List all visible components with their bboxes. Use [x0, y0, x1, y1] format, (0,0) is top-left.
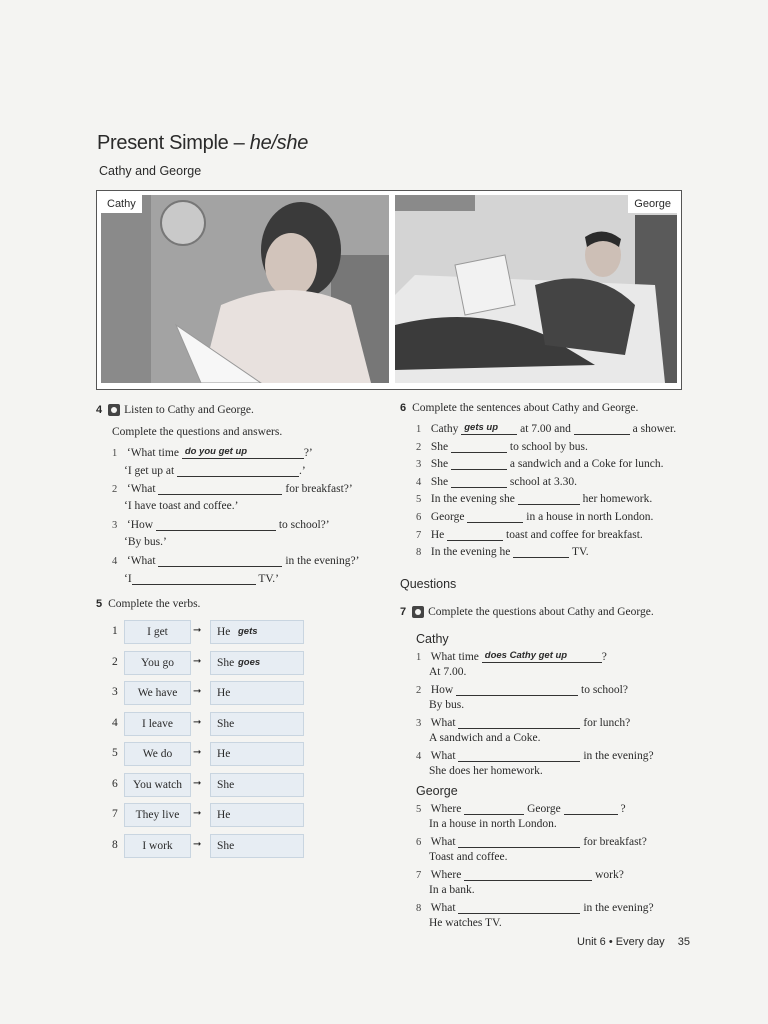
ex5-number: 7 [112, 808, 118, 820]
audio-icon[interactable] [412, 606, 424, 618]
answer-line[interactable] [458, 835, 580, 848]
ex6-item: 2 She to school by bus. [416, 440, 588, 453]
ex6-item-1: 1 Cathy gets up at 7.00 and a shower. [416, 422, 677, 435]
ex5-number: 4 [112, 716, 118, 729]
ex5-pronoun: She [217, 778, 235, 791]
ex5-answer-box[interactable] [210, 834, 304, 858]
ex5-left-verb: We have [137, 687, 178, 699]
answer-line[interactable] [451, 457, 507, 470]
ex5-pronoun: She [217, 717, 235, 730]
ex7-item: 6 What for breakfast? [416, 836, 647, 848]
ex5-left-box [124, 620, 191, 644]
ex5-pronoun: She [217, 839, 235, 852]
arrow-icon: ➞ [193, 808, 202, 819]
ex6-item: 7 He toast and coffee for breakfast. [416, 528, 643, 541]
answer-line[interactable]: do you get up [182, 446, 304, 459]
ex4-item-1: 1 ‘What time do you get up ?’ [112, 446, 313, 459]
george-tag: George [628, 195, 677, 213]
ex5-pronoun: She [217, 656, 235, 669]
ex5-answer-box[interactable] [210, 742, 304, 766]
ex4-heading: 4 Listen to Cathy and George. [96, 404, 254, 416]
ex5-left-box [124, 803, 191, 827]
ex6-item: 5 In the evening she her homework. [416, 493, 653, 506]
arrow-icon: ➞ [193, 625, 202, 636]
cathy-heading: Cathy [416, 632, 449, 646]
ex5-left-box [124, 834, 191, 858]
ex6-item: 8 In the evening he TV. [416, 546, 589, 559]
arrow-icon: ➞ [193, 747, 202, 758]
answer-line[interactable] [574, 422, 630, 435]
answer-line[interactable] [458, 901, 580, 914]
ex5-number: 8 [112, 838, 118, 851]
ex5-fill: gets [238, 626, 258, 637]
ex7-answer: She does her homework. [429, 765, 543, 777]
george-photo [395, 195, 677, 383]
answer-line[interactable] [451, 440, 507, 453]
ex5-left-box [124, 773, 191, 797]
ex4-answer-1: ‘I get up at .’ [124, 465, 306, 477]
ex5-answer-box[interactable] [210, 651, 304, 675]
ex5-number: 5 [112, 747, 118, 759]
cathy-photo [101, 195, 389, 383]
ex7-answer: In a house in north London. [429, 818, 557, 830]
ex5-pronoun: He [217, 687, 231, 699]
ex6-item: 3 She a sandwich and a Coke for lunch. [416, 458, 664, 471]
ex5-answer-box[interactable] [210, 681, 304, 705]
answer-line[interactable] [467, 510, 523, 523]
answer-line[interactable] [158, 482, 282, 495]
ex5-answer-box[interactable] [210, 773, 304, 797]
arrow-icon: ➞ [193, 655, 202, 667]
ex4-answer-3: ‘By bus.’ [124, 536, 167, 548]
ex7-answer: At 7.00. [429, 666, 467, 678]
arrow-icon: ➞ [193, 777, 202, 789]
ex5-number: 1 [112, 625, 118, 637]
ex7-answer: He watches TV. [429, 917, 502, 929]
ex5-left-box [124, 681, 191, 705]
ex5-number: 3 [112, 686, 118, 698]
section-subtitle: Cathy and George [99, 164, 202, 178]
answer-line[interactable] [447, 528, 503, 541]
photo-panel [96, 190, 682, 390]
ex4-answer-4: ‘I TV.’ [124, 573, 279, 585]
ex5-left-box [124, 651, 191, 675]
page-footer: Unit 6 • Every day 35 [577, 936, 690, 948]
ex5-answer-box[interactable] [210, 712, 304, 736]
answer-line[interactable]: does Cathy get up [482, 650, 602, 663]
ex5-pronoun: He [217, 748, 231, 760]
ex5-left-box [124, 712, 191, 736]
arrow-icon: ➞ [193, 838, 202, 850]
answer-line[interactable] [518, 492, 580, 505]
ex5-left-verb: You go [140, 656, 175, 669]
questions-heading: Questions [400, 577, 457, 591]
answer-line[interactable] [156, 518, 276, 531]
answer-line[interactable]: gets up [461, 422, 517, 435]
answer-line[interactable] [158, 554, 282, 567]
answer-line[interactable] [564, 802, 618, 815]
page-title: Present Simple – he/she [97, 132, 309, 154]
answer-line[interactable] [513, 545, 569, 558]
answer-line[interactable] [456, 683, 578, 696]
ex5-number: 6 [112, 777, 118, 790]
ex7-item: 7 Where work? [416, 869, 624, 881]
arrow-icon: ➞ [193, 716, 202, 728]
ex7-answer: By bus. [429, 699, 465, 711]
answer-line[interactable] [177, 464, 299, 477]
ex5-left-verb: They live [135, 809, 180, 821]
ex7-item: 1 What time does Cathy get up ? [416, 650, 607, 663]
ex7-heading: 7 Complete the questions about Cathy and George. [400, 606, 654, 618]
ex5-pronoun: He [217, 809, 231, 821]
ex4-subinstruction: Complete the questions and answers. [112, 426, 283, 438]
ex5-heading: 5 Complete the verbs. [96, 598, 201, 610]
arrow-icon: ➞ [193, 686, 202, 697]
ex5-fill: goes [238, 656, 261, 668]
audio-icon[interactable] [108, 404, 120, 416]
ex7-item: 8 What in the evening? [416, 902, 654, 914]
ex4-item-2: 2 ‘What for breakfast?’ [112, 483, 353, 495]
ex7-item: 4 What in the evening? [416, 750, 654, 762]
ex5-left-box [124, 742, 191, 766]
ex4-answer-2: ‘I have toast and coffee.’ [124, 500, 239, 512]
ex5-number: 2 [112, 655, 118, 668]
ex5-left-verb: I leave [142, 717, 173, 730]
ex7-item: 5 Where George ? [416, 803, 626, 815]
cathy-tag: Cathy [101, 195, 142, 213]
ex7-answer: In a bank. [429, 884, 475, 896]
answer-line[interactable] [464, 868, 592, 881]
answer-line[interactable] [451, 475, 507, 488]
ex5-left-verb: I work [142, 839, 173, 852]
george-heading: George [416, 784, 458, 798]
ex6-item: 4 She school at 3.30. [416, 475, 577, 488]
ex4-item-4: 4 ‘What in the evening?’ [112, 555, 360, 567]
ex5-answer-box[interactable] [210, 803, 304, 827]
ex5-left-verb: We do [142, 748, 173, 760]
ex7-item: 3 What for lunch? [416, 717, 631, 729]
ex5-answer-box[interactable] [210, 620, 304, 644]
answer-line[interactable] [458, 749, 580, 762]
ex6-heading: 6 Complete the sentences about Cathy and George. [400, 402, 639, 414]
ex7-answer: A sandwich and a Coke. [429, 732, 541, 744]
answer-line[interactable] [458, 716, 580, 729]
ex7-item: 2 How to school? [416, 684, 628, 696]
ex6-item: 6 George in a house in north London. [416, 511, 654, 523]
ex5-pronoun: He [217, 626, 231, 638]
ex4-item-3: 3 ‘How to school?’ [112, 519, 330, 531]
ex7-answer: Toast and coffee. [429, 851, 508, 863]
answer-line[interactable] [132, 572, 256, 585]
answer-line[interactable] [464, 802, 524, 815]
ex5-left-verb: I get [147, 626, 168, 638]
ex5-left-verb: You watch [133, 778, 182, 791]
